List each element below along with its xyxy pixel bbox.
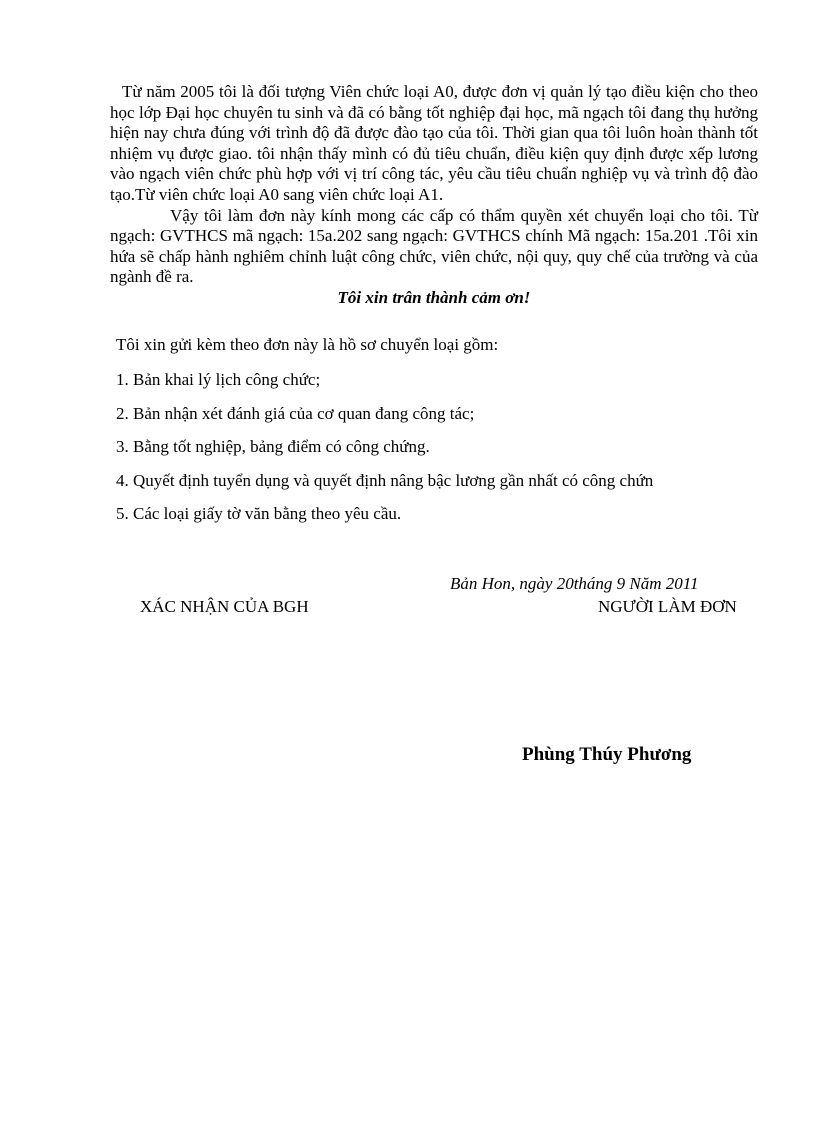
- list-item: 4. Quyết định tuyển dụng và quyết định nâng bậc lương gần nhất có công chứn: [116, 470, 654, 490]
- letter-body: [110, 82, 758, 309]
- paragraph-background: Từ năm 2005 tôi là đối tượng Viên chức loại A0, được đơn vị quản lý tạo điều kiện cho theo học lớp Đại học chuyên tu sinh và đã có bằng tốt nghiệp đại học, mã ngạch tôi đang thụ hưởng hiện nay chưa đúng với trình độ đã được đào tạo của tôi. Thời gian qua tôi luôn hoàn thành tốt nhiệm vụ được giao. tôi nhận thấy mình có đủ tiêu chuẩn, điều kiện quy định được xếp lương vào ngạch viên chức phù hợp với vị trí công tác, yêu cầu tiêu chuẩn nghiệp vụ và trình độ đào tạo.Từ viên chức loại A0 sang viên chức loại A1.: [110, 82, 758, 204]
- attachments-list: [116, 370, 653, 538]
- list-item: 2. Bản nhận xét đánh giá của cơ quan đang công tác;: [116, 403, 475, 423]
- date-place-line: Bản Hon, ngày 20tháng 9 Năm 2011: [450, 574, 699, 593]
- confirm-label: XÁC NHẬN CỦA BGH: [140, 597, 309, 616]
- thanks-line: Tôi xin trân thành cảm ơn!: [337, 287, 531, 307]
- list-item: 1. Bản khai lý lịch công chức;: [116, 370, 321, 389]
- list-item: 3. Bằng tốt nghiệp, bảng điểm có công chứng.: [116, 437, 430, 457]
- applicant-label: NGƯỜI LÀM ĐƠN: [598, 597, 737, 616]
- list-item: 5. Các loại giấy tờ văn bằng theo yêu cầu.: [116, 504, 402, 524]
- paragraph-request: Vậy tôi làm đơn này kính mong các cấp có thẩm quyền xét chuyển loại cho tôi. Từ ngạch: GVTHCS mã ngạch: 15a.202 sang ngạch: GVTHCS chính Mã ngạch: 15a.201 .Tôi xin hứa sẽ chấp hành nghiêm chỉnh luật công chức, viên chức, nội quy, quy chế của trường và của ngành đề ra.: [110, 205, 758, 287]
- signer-name: Phùng Thúy Phương: [522, 744, 692, 765]
- attachments-intro: Tôi xin gửi kèm theo đơn này là hồ sơ chuyển loại gồm:: [116, 335, 499, 354]
